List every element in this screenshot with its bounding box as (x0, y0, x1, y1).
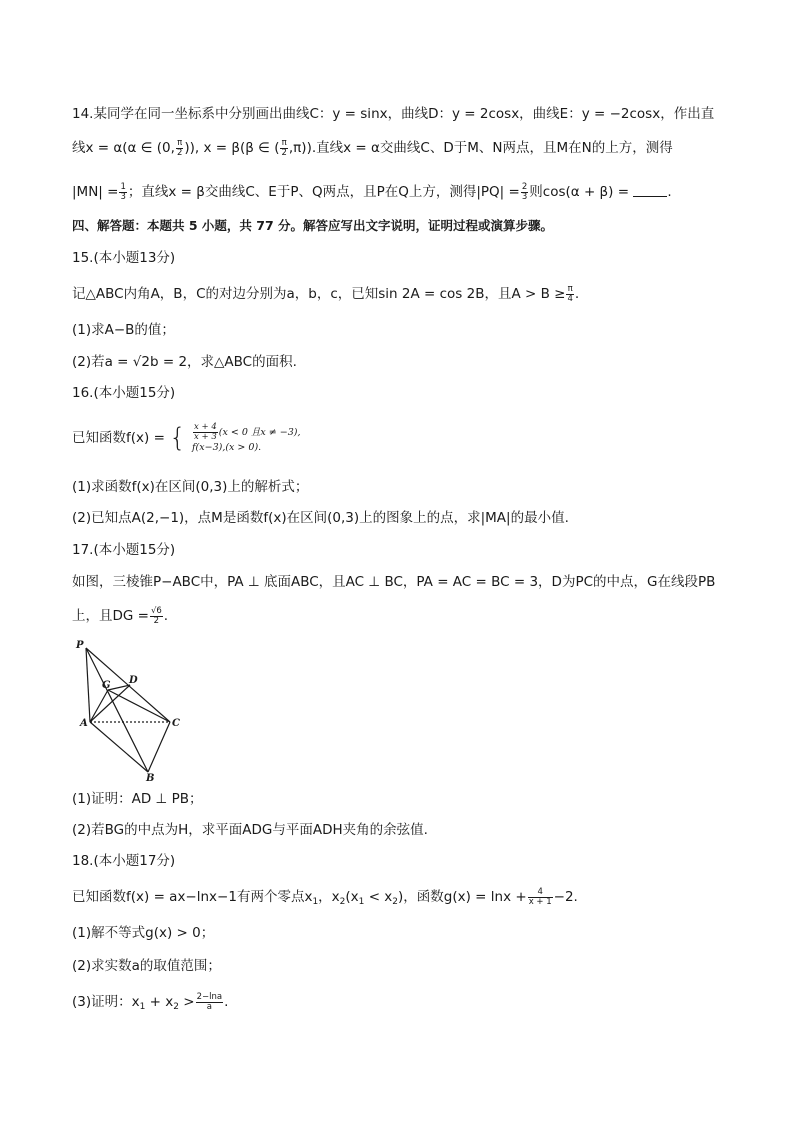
edge-pa (86, 648, 90, 722)
q17-part-1: (1)证明：AD ⊥ PB； (72, 791, 203, 807)
q18-header: 18.(本小题17分) (72, 853, 176, 869)
q16-header: 16.(本小题15分) (72, 385, 176, 401)
q15-header: 15.(本小题13分) (72, 250, 176, 266)
fraction-pi-over-2: $\frac{\pi}{2}$ (281, 137, 287, 158)
q15-part-2: (2)若a = √2b = 2，求△ABC的面积. (72, 354, 297, 370)
q14-line-1: 14.某同学在同一坐标系中分别画出曲线C：y = sinx，曲线D：y = 2cosx，曲线E：y = −2cosx，作出直 (72, 106, 715, 122)
answer-blank (633, 184, 667, 197)
q16-part-1: (1)求函数f(x)在区间(0,3)上的解析式； (72, 479, 309, 495)
q16-part-2: (2)已知点A(2,−1)，点M是函数f(x)在区间(0,3)上的图象上的点，求|MA|的最小值. (72, 510, 569, 526)
fraction-2-over-3: $\frac{2}{3}$ (521, 181, 528, 202)
edge-pb (86, 648, 148, 772)
q14-line-2: 线x = α(α ∈ (0, $\frac{\pi}{2}$ )), x = β(β ∈ ( $\frac{\pi}{2}$ ,π)).直线x = α交曲线C、D于M、N两点，且M在N的上方，测得 (72, 137, 673, 158)
tetrahedron-figure (70, 638, 190, 783)
piecewise-function: $\frac{x + 4}{x + 3}$ (x < 0 且x ≠ −3), f(x−3),(x > 0). (192, 421, 301, 453)
edge-bc (148, 722, 170, 772)
q15-stem: 记△ABC内角A，B，C的对边分别为a，b，c，已知sin 2A = cos 2B，且A > B ≥ $\frac{\pi}{4}$ . (72, 283, 580, 304)
q18-part-1: (1)解不等式g(x) > 0； (72, 925, 215, 941)
edge-ab (90, 722, 148, 772)
label-g: G (102, 680, 111, 691)
label-d: D (129, 675, 138, 686)
label-p: P (76, 640, 84, 651)
q18-part-3: (3)证明：$x_1 + x_2$ > $\frac{2-\ln a}{a}$ . (72, 991, 229, 1012)
label-b: B (146, 773, 155, 783)
label-a: A (80, 718, 88, 729)
q17-header: 17.(本小题15分) (72, 542, 176, 558)
q17-stem-2: 上，且DG = $\frac{√6}{2}$ . (72, 605, 169, 626)
q18-stem: 已知函数f(x) = ax−lnx−1有两个零点$x_1$，$x_2(x_1 < x_2)$，函数g(x) = lnx + $\frac{4}{x + 1}$ −2. (72, 886, 578, 907)
fraction-pi-over-4: $\frac{\pi}{4}$ (567, 283, 573, 304)
fraction-x4-over-x3: $\frac{x + 4}{x + 3}$ (194, 421, 217, 442)
segment-ag (90, 690, 108, 722)
label-c: C (172, 718, 180, 729)
section-4-header: 四、解答题：本题共 5 小题，共 77 分。解答应写出文字说明，证明过程或演算步骤。 (72, 218, 554, 233)
q16-stem: 已知函数f(x) = { $\frac{x + 4}{x + 3}$ (x < 0 且x ≠ −3), f(x−3),(x > 0). (72, 421, 301, 453)
fraction-1-over-3: $\frac{1}{3}$ (120, 181, 126, 202)
fraction-sqrt6-over-2: $\frac{√6}{2}$ (150, 605, 162, 626)
fraction-2-lna-over-a: $\frac{2-\ln a}{a}$ (196, 991, 223, 1012)
q17-part-2: (2)若BG的中点为H，求平面ADG与平面ADH夹角的余弦值. (72, 822, 428, 838)
q14-line-3: |MN| = $\frac{1}{3}$ ；直线x = β交曲线C、E于P、Q两点，且P在Q上方，测得|PQ| = $\frac{2}{3}$ 则cos(α + β) = . (72, 181, 672, 202)
q17-stem-1: 如图，三棱锥P−ABC中，PA ⊥ 底面ABC，且AC ⊥ BC，PA = AC = BC = 3，D为PC的中点，G在线段PB (72, 574, 716, 590)
fraction-4-over-x1: $\frac{4}{x + 1}$ (528, 886, 552, 907)
fraction-pi-over-2: $\frac{\pi}{2}$ (176, 137, 183, 158)
q18-part-2: (2)求实数a的取值范围； (72, 958, 221, 974)
piecewise-brace: { (169, 423, 186, 453)
q15-part-1: (1)求A−B的值； (72, 322, 175, 338)
